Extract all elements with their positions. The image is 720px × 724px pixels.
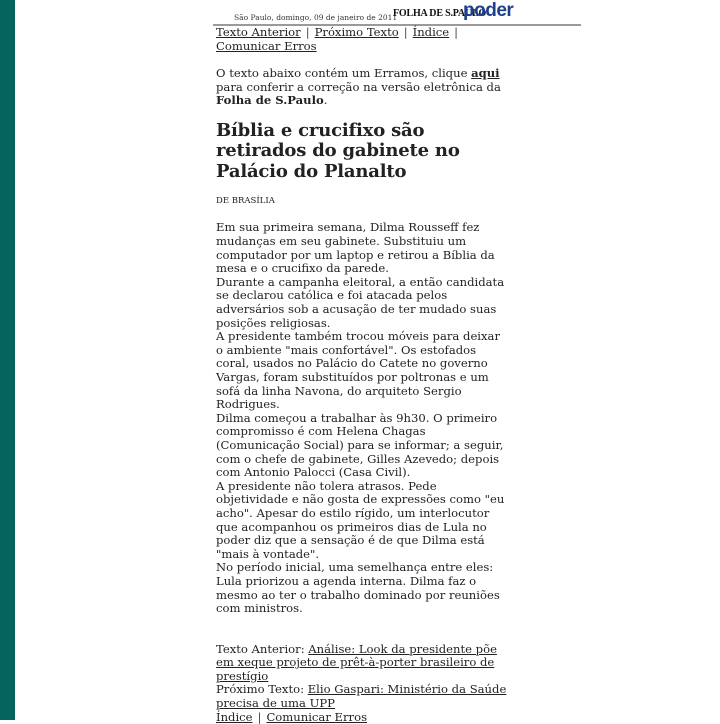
article-body: [216, 221, 508, 615]
article-paragraph: Dilma começou a trabalhar às 9h30. O primeiro compromisso é com Helena Chagas (Comunicação Social) para se informar; a seguir, com o chefe de gabinete, Gilles Azevedo; depois com Antonio Palocci (Casa Civil).: [216, 410, 504, 480]
report-errors-link[interactable]: Comunicar Erros: [216, 38, 317, 53]
byline: DE BRASÍLIA: [216, 196, 275, 207]
footer-previous-link[interactable]: Análise: Look da presidente põe em xeque projeto de prêt-à-porter brasileiro de prestígio: [216, 641, 497, 683]
newspaper-name: Folha de S.Paulo: [216, 93, 324, 108]
notice-text: O texto abaixo contém um Erramos, clique: [216, 66, 472, 81]
footer-previous-row: [216, 643, 508, 684]
article-paragraph: Em sua primeira semana, Dilma Rousseff fez mudanças em seu gabinete. Substituiu um computador por um laptop e retirou a Bíblia da mesa e o crucifixo da parede.: [216, 220, 495, 276]
newspaper-logo[interactable]: FOLHA DE S.PAULO: [393, 8, 487, 19]
notice-period: .: [323, 93, 328, 108]
correction-link[interactable]: aqui: [471, 66, 500, 81]
index-link[interactable]: Índice: [412, 25, 450, 39]
footer-links-row: [216, 711, 508, 724]
notice-text-continued: para conferir a correção na versão eletrônica da: [216, 79, 501, 94]
footer-next-row: [216, 683, 508, 710]
nav-separator: |: [403, 25, 408, 39]
page-container: [213, 0, 581, 724]
footer-report-errors-link[interactable]: Comunicar Erros: [266, 709, 368, 724]
article-title: Bíblia e crucifixo são retirados do gabinete no Palácio do Planalto: [216, 119, 460, 182]
section-name[interactable]: poder: [463, 0, 514, 21]
footer-index-link[interactable]: Índice: [216, 709, 253, 724]
left-accent-bar: [0, 0, 15, 720]
masthead: [213, 0, 581, 26]
article-paragraph: No período inicial, uma semelhança entre eles: Lula priorizou a agenda interna. Dilma faz o mesmo ao ter o trabalho dominado por reuniões com ministros.: [216, 560, 500, 616]
article-paragraph: A presidente também trocou móveis para deixar o ambiente "mais confortável". Os estofados coral, usados no Palácio do Catete no governo Vargas, foram substituídos por poltronas e um sofá da linha Navona, do arquiteto Sergio Rodrigues.: [216, 329, 501, 412]
footer-next-link[interactable]: Elio Gaspari: Ministério da Saúde precisa de uma UPP: [216, 682, 507, 711]
article-paragraph: Durante a campanha eleitoral, a então candidata se declarou católica e foi atacada pelos adversários sob a acusação de ter mudado suas posições religiosas.: [216, 274, 505, 330]
edition-date: São Paulo, domingo, 09 de janeiro de 2011: [234, 13, 398, 22]
nav-separator: |: [305, 25, 310, 39]
previous-text-link[interactable]: Texto Anterior: [216, 25, 301, 39]
footer-previous-label: Texto Anterior:: [216, 641, 309, 656]
article-paragraph: A presidente não tolera atrasos. Pede objetividade e não gosta de expressões como "eu acho". Apesar do estilo rígido, um interlocutor que acompanhou os primeiros dias de Lula no poder diz que a sensação é de que Dilma está "mais à vontade".: [216, 478, 505, 561]
nav-separator: |: [257, 709, 262, 724]
correction-notice: [216, 67, 508, 108]
top-navigation: [216, 26, 508, 53]
next-text-link[interactable]: Próximo Texto: [314, 25, 399, 39]
footer-navigation: [216, 643, 508, 724]
footer-next-label: Próximo Texto:: [216, 682, 308, 697]
nav-separator: |: [454, 25, 459, 39]
article-content: [216, 26, 508, 724]
